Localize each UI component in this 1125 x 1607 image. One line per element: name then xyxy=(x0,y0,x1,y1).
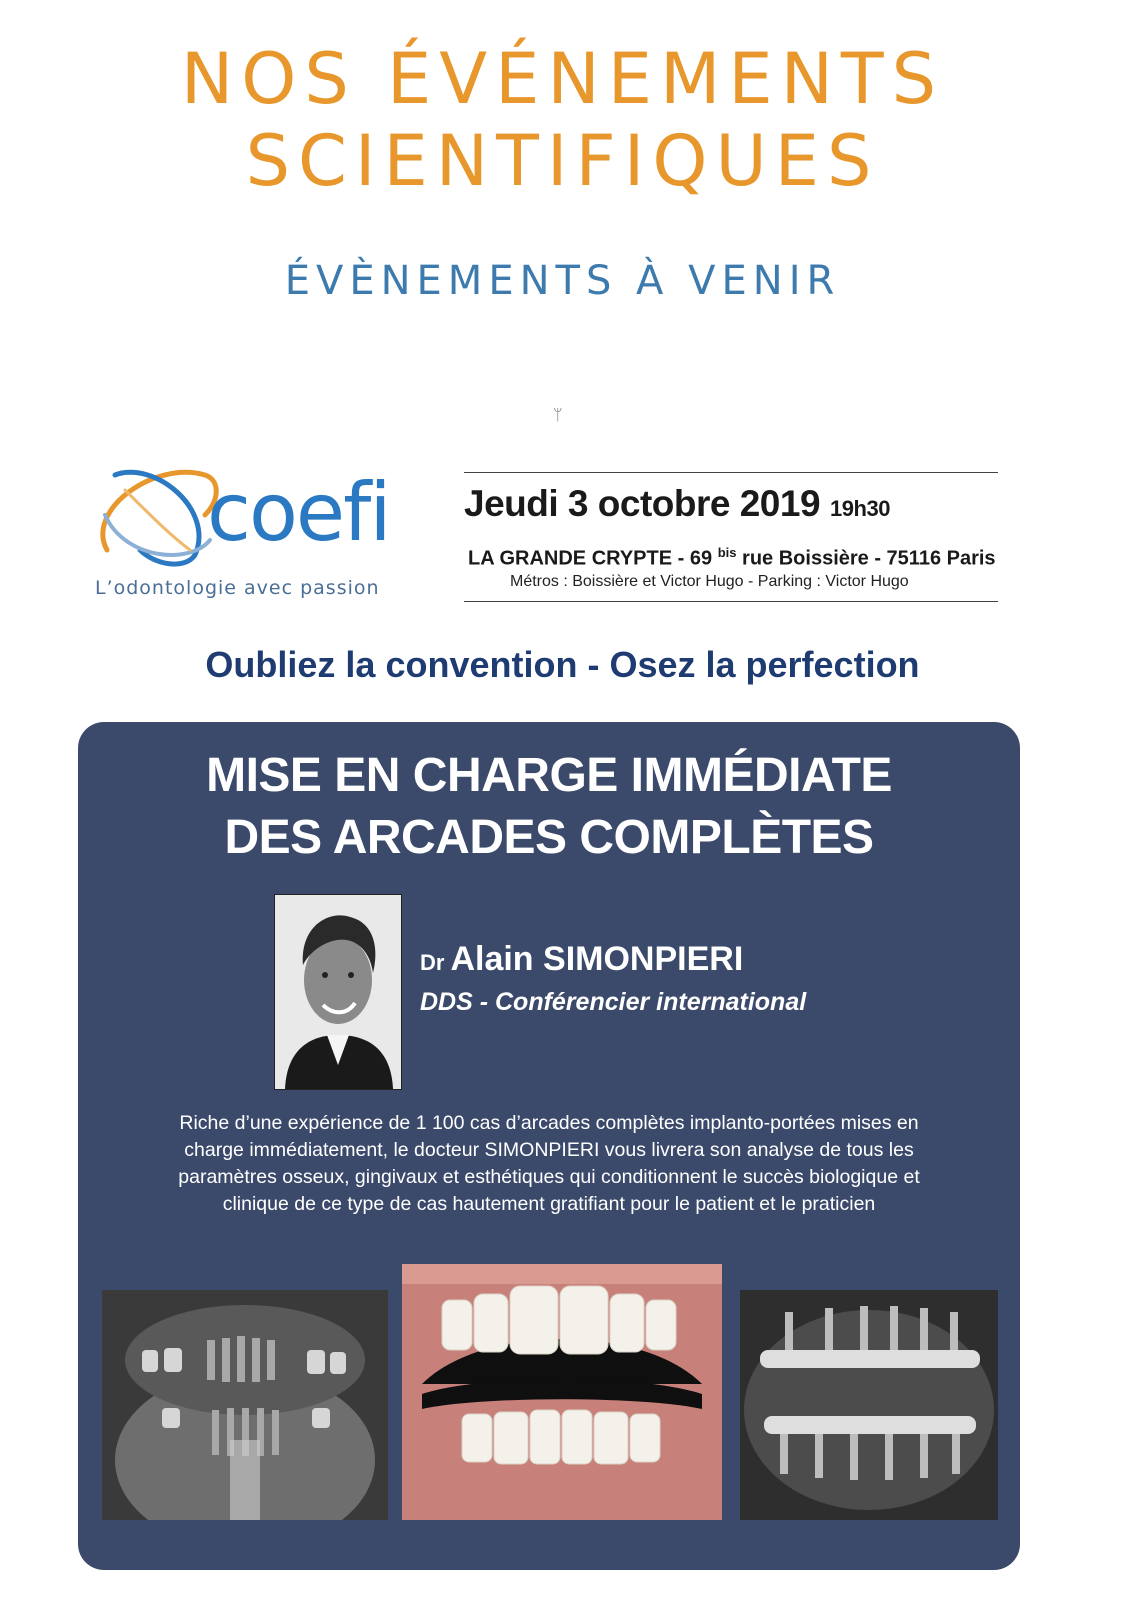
speaker-photo-icon xyxy=(275,895,401,1089)
speaker-prefix: Dr xyxy=(420,950,445,975)
logo-tagline: L’odontologie avec passion xyxy=(95,577,380,599)
event-date: Jeudi 3 octobre 2019 xyxy=(464,483,821,524)
speaker-name-row xyxy=(420,940,743,979)
lecture-description xyxy=(118,1110,980,1218)
description-line: clinique de ce type de cas hautement gratifiant pour le patient et le praticien xyxy=(222,1193,876,1215)
xray-before-image xyxy=(102,1290,388,1520)
panoramic-xray-icon xyxy=(102,1290,388,1520)
description-line: charge immédiatement, le docteur SIMONPIERI vous livrera son analyse de tous les xyxy=(184,1139,914,1161)
xray-after-image xyxy=(740,1290,998,1520)
event-address-street: rue Boissière - 75116 Paris xyxy=(742,547,996,570)
teeth-photo-icon xyxy=(402,1264,722,1520)
event-transport: Métros : Boissière et Victor Hugo - Parking : Victor Hugo xyxy=(510,573,909,590)
lecture-panel xyxy=(78,722,1020,1570)
page-title-line-2: SCIENTIFIQUES xyxy=(245,120,880,202)
event-address-number: 69 xyxy=(689,547,713,570)
event-tagline: Oubliez la convention - Osez la perfection xyxy=(205,644,920,685)
event-venue: LA GRANDE CRYPTE xyxy=(468,547,673,570)
speaker-portrait xyxy=(274,894,402,1090)
event-time: 19h30 xyxy=(830,496,890,521)
lecture-title-line-1: MISE EN CHARGE IMMÉDIATE xyxy=(206,749,892,802)
event-venue-row: LA GRANDE CRYPTE - 69 $^{bis}$ rue Boissière - 75116 Paris xyxy=(468,545,996,570)
event-info-box xyxy=(464,472,998,602)
page-title-line-1: NOS ÉVÉNEMENTS xyxy=(180,38,945,120)
section-subtitle: ÉVÈNEMENTS À VENIR xyxy=(284,258,841,304)
logo-wordmark: coefi xyxy=(207,466,390,559)
logo-orbit-icon xyxy=(95,455,225,575)
lecture-title-line-2: DES ARCADES COMPLÈTES xyxy=(224,811,874,864)
speaker-name: Alain SIMONPIERI xyxy=(450,940,744,978)
speaker-role: DDS - Conférencier international xyxy=(420,988,807,1016)
decorative-glyph-icon: ᛘ xyxy=(553,405,563,424)
coefi-logo xyxy=(95,455,435,615)
description-line: paramètres osseux, gingivaux et esthétiques qui conditionnent le succès biologique et xyxy=(178,1166,920,1188)
event-date-row xyxy=(464,483,890,525)
smile-after-image xyxy=(402,1264,722,1520)
implant-xray-icon xyxy=(740,1290,998,1520)
event-address-bis: bis xyxy=(717,545,737,560)
description-line: Riche d’une expérience de 1 100 cas d’arcades complètes implanto-portées mises en xyxy=(179,1112,919,1134)
